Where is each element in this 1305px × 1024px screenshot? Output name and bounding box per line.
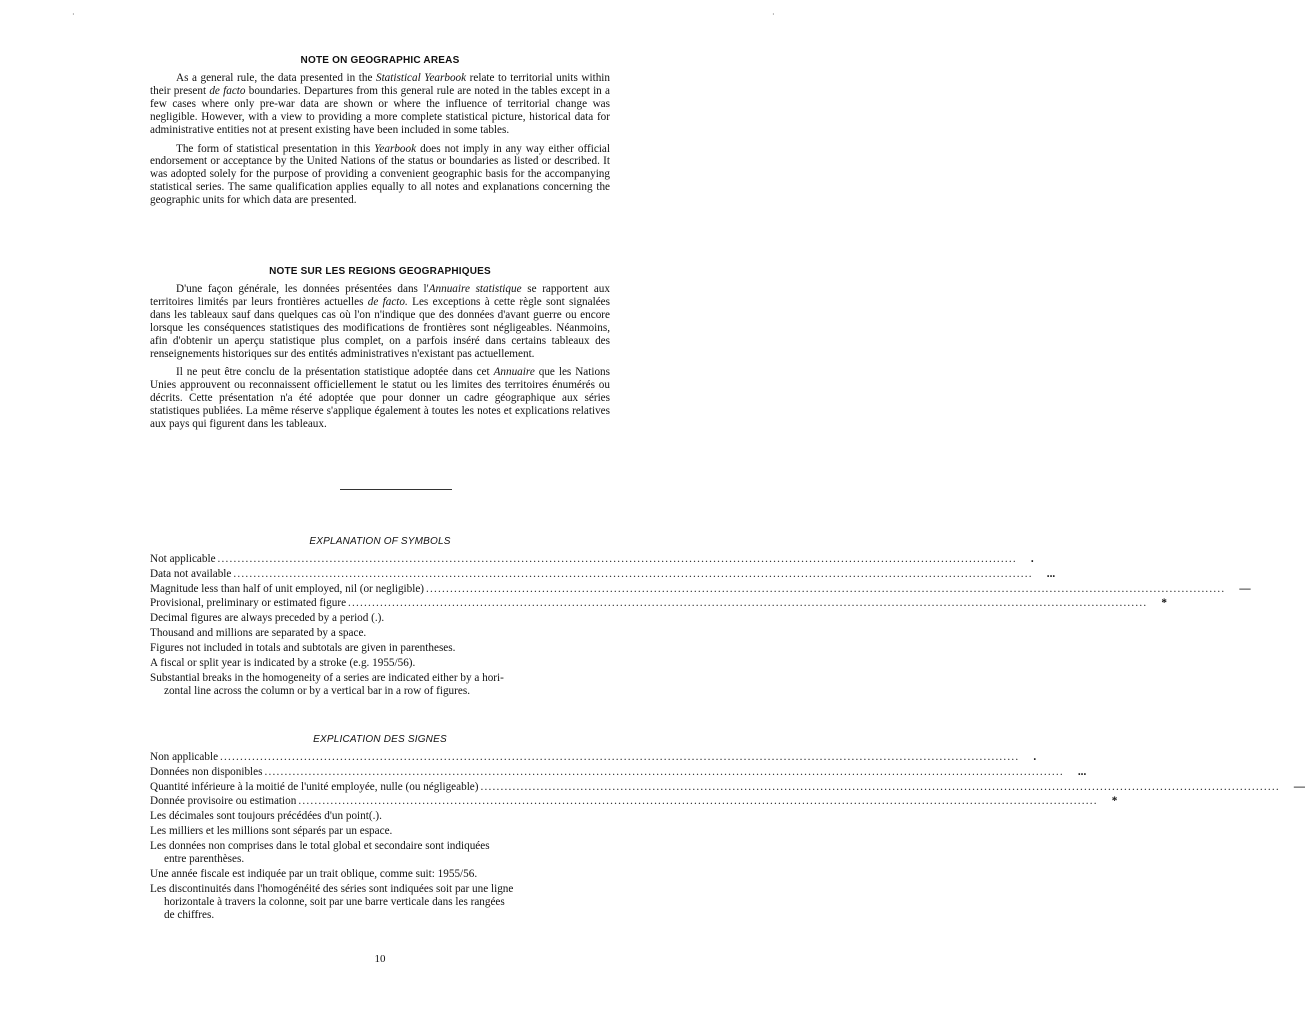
scan-speck: · (72, 10, 75, 19)
geo-note-en-para-2: The form of statistical presentation in this Yearbook does not imply in any way either official endorsement or acceptance by the United Nations of the status or boundaries as listed or described. It was adopted solely for the purpose of providing a convenient geographic basis for the accompanying statistical series. The same qualification applies equally to all notes and explanations concerning the geographic units for which data are presented. (150, 142, 610, 207)
symbol-mark: . (1033, 751, 1037, 763)
geo-note-en (150, 55, 610, 207)
symbol-row (150, 597, 1168, 612)
scan-speck: · (772, 10, 775, 19)
symbol-label: Quantité inférieure à la moitié de l'unité employée, nulle (ou négligeable) (150, 780, 479, 793)
symbol-label: Not applicable (150, 553, 216, 565)
symbols-en-title: EXPLANATION OF SYMBOLS (309, 536, 451, 547)
symbols-fr-list (150, 751, 1305, 810)
geo-note-en-title: NOTE ON GEOGRAPHIC AREAS (300, 55, 460, 66)
symbol-row (150, 780, 1305, 796)
symbol-label: Provisional, preliminary or estimated figure (150, 597, 347, 610)
symbol-row (150, 582, 1251, 598)
symbols-fr-title: EXPLICATION DES SIGNES (313, 734, 447, 745)
symbols-en (150, 536, 1251, 700)
geo-note-en-para-1: As a general rule, the data presented in the Statistical Yearbook relate to territorial units within their present de facto boundaries. Departures from this general rule are noted in the tables except in a few cases where only pre-war data are shown or where the influence of territorial change was negligible. However, with a view to providing a more complete statistical picture, historical data for administrative entities not at present existing have been included in some tables. (150, 72, 610, 136)
dot-leader: ........................................................................................................................................................................................................ (348, 597, 1148, 610)
page-number: 10 (374, 953, 386, 965)
symbols-en-list (150, 553, 1251, 612)
symbols-fr-notes (150, 810, 638, 838)
geo-note-fr (150, 266, 610, 431)
symbol-note: Figures not included in totals and subtotals are given in parentheses. (150, 642, 456, 655)
symbols-fr-note-parentheses: Les données non comprises dans le total global et secondaire sont indiquées entre parenthèses. (150, 840, 490, 866)
symbol-label: Donnée provisoire ou estimation (150, 795, 297, 808)
symbol-row (150, 765, 1087, 781)
dot-leader: ........................................................................................................................................................................................................ (217, 553, 1017, 565)
symbol-note: Decimal figures are always preceded by a period (.). (150, 612, 385, 625)
symbol-mark: * (1161, 597, 1168, 610)
symbol-mark: . (1030, 553, 1034, 565)
symbol-mark: * (1111, 795, 1118, 808)
symbol-row (150, 553, 1034, 568)
symbols-fr-note-breaks: Les discontinuités dans l'homogénéité des séries sont indiquées soit par une ligne horizontale à travers la colonne, soit par une barre verticale dans les rangées de chiffres. (150, 883, 514, 922)
symbol-label: Données non disponibles (150, 765, 263, 778)
symbols-fr-note-fiscal-year: Une année fiscale est indiquée par un trait oblique, comme suit: 1955/56. (150, 868, 478, 881)
geo-note-fr-para-2: Il ne peut être conclu de la présentation statistique adoptée dans cet Annuaire que les Nations Unies approuvent ou reconnaissent officiellement le statut ou les limites des territoires énumérés ou décrits. Cette présentation n'a été adoptée que pour donner un cadre géographique aux séries statistiques publiées. La même réserve s'applique également à toutes les notes et explications relatives aux pays qui figurent dans les tableaux. (150, 366, 611, 431)
symbols-fr (150, 734, 1305, 924)
dot-leader: ........................................................................................................................................................................................................ (426, 582, 1226, 595)
dot-leader: ........................................................................................................................................................................................................ (220, 751, 1020, 763)
symbol-label: Magnitude less than half of unit employed, nil (or negligible) (150, 582, 425, 595)
symbol-mark: — (1239, 582, 1251, 595)
symbol-note: Les milliers et les millions sont séparés par un espace. (150, 825, 393, 838)
symbol-mark: ... (1077, 765, 1087, 778)
symbol-row (150, 751, 1037, 766)
section-divider (340, 489, 452, 490)
symbol-note: Thousand and millions are separated by a space. (150, 627, 367, 640)
dot-leader: ........................................................................................................................................................................................................ (298, 795, 1098, 808)
symbols-en-notes (150, 612, 638, 670)
symbol-note: Les décimales sont toujours précédées d'un point(.). (150, 810, 382, 823)
symbol-label: Data not available (150, 567, 232, 580)
symbol-mark: — (1293, 780, 1305, 793)
symbol-row (150, 795, 1118, 810)
dot-leader: ........................................................................................................................................................................................................ (480, 780, 1280, 793)
dot-leader: ........................................................................................................................................................................................................ (233, 567, 1033, 580)
symbols-en-note-breaks: Substantial breaks in the homogeneity of a series are indicated either by a hori- zontal line across the column or by a vertical bar in a row of figures. (150, 672, 504, 698)
symbol-row (150, 567, 1056, 583)
symbol-label: Non applicable (150, 751, 219, 763)
geo-note-fr-title: NOTE SUR LES REGIONS GEOGRAPHIQUES (269, 266, 491, 277)
geo-note-fr-para-1: D'une façon générale, les données présentées dans l'Annuaire statistique se rapportent aux territoires limités par leurs frontières actuelles de facto. Les exceptions à cette règle sont signalées dans les tableaux sauf dans quelques cas où l'on n'indique que des données d'avant guerre ou encore lorsque les conséquences statistiques des modifications de frontières sont négligeables. Néanmoins, afin d'obtenir un aperçu statistique plus complet, on a parfois inséré dans certains tableaux des renseignements historiques sur des entités administratives n'existant pas actuellement. (150, 283, 610, 360)
symbol-mark: ... (1046, 567, 1056, 580)
symbol-note: A fiscal or split year is indicated by a stroke (e.g. 1955/56). (150, 657, 416, 670)
dot-leader: ........................................................................................................................................................................................................ (264, 765, 1064, 778)
